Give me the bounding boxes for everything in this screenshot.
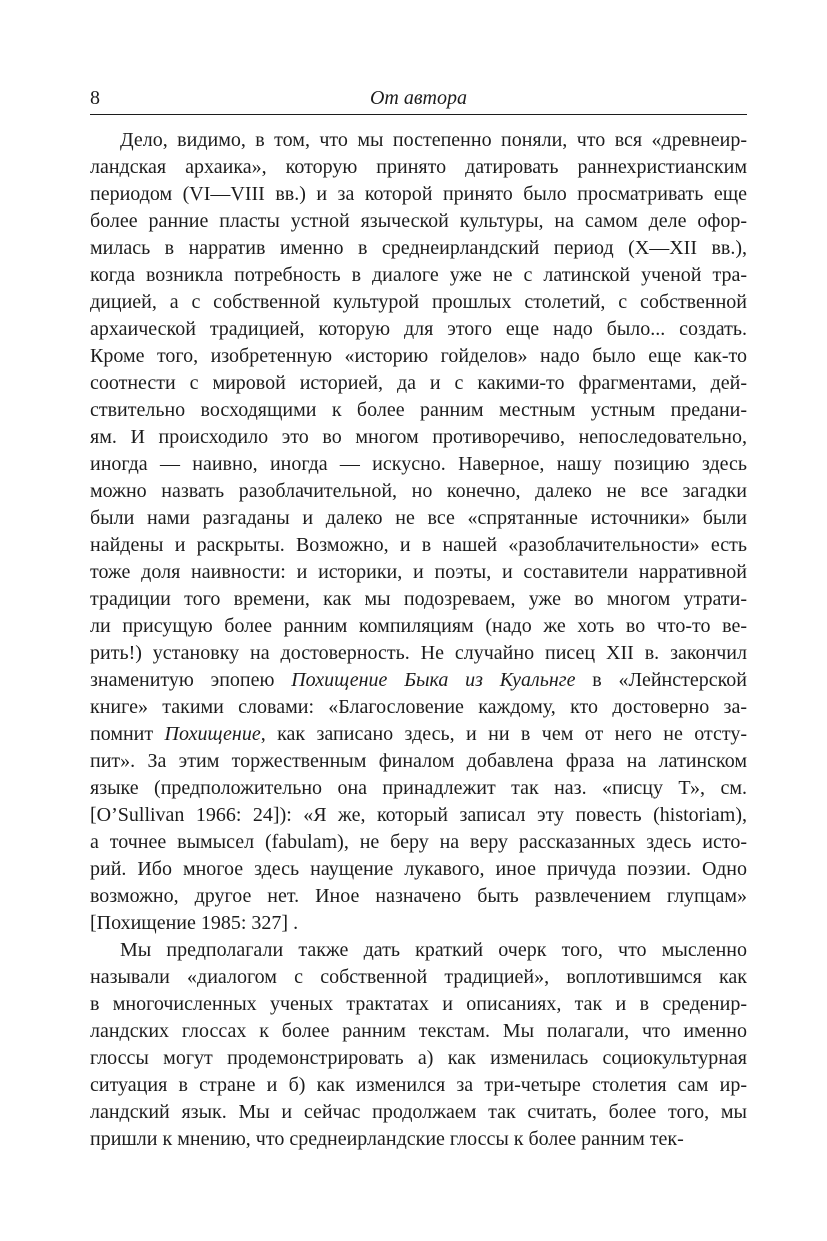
text-line: иногда — наивно, иногда — искусно. Наверное, нашу позицию здесь [90, 453, 747, 475]
text-line: возможно, другое нет. Иное назначено быть развлечением глупцам» [90, 885, 747, 907]
text-line: ям. И происходило это во многом противоречиво, непоследовательно, [90, 426, 747, 448]
text-segment: в «Лейнстерской [575, 669, 747, 691]
text-segment: помнит [90, 723, 165, 745]
text-line: рить!) установку на достоверность. Не случайно писец XII в. закончил [90, 642, 747, 664]
text-line [90, 667, 747, 694]
text-line: языке (предположительно она принадлежит так наз. «писцу Т», см. [90, 777, 747, 799]
text-line: традиции того времени, как мы подозреваем, уже во многом утрати- [90, 588, 747, 610]
header-rule [90, 114, 747, 115]
text-line: были нами разгаданы и далеко не все «спрятанные источники» были [90, 507, 747, 529]
text-line: [O’Sullivan 1966: 24]): «Я же, который записал эту повесть (historiam), [90, 804, 747, 826]
text-line: дицией, а с собственной культурой прошлых столетий, с собственной [90, 291, 747, 313]
paragraph [90, 937, 747, 1153]
text-segment: , как записано здесь, и ни в чем от него не отсту- [260, 723, 748, 745]
italic-title: Похищение Быка из Куальнге [291, 669, 576, 691]
text-line: Дело, видимо, в том, что мы постепенно поняли, что вся «древнеир- [120, 129, 747, 151]
text-line: ландский язык. Мы и сейчас продолжаем так считать, более того, мы [90, 1101, 747, 1123]
text-line: рий. Ибо многое здесь наущение лукавого, иное причуда поэзии. Одно [90, 858, 747, 880]
section-title: От автора [369, 87, 467, 109]
text-line: книге» такими словами: «Благословение каждому, кто достоверно за- [90, 696, 747, 718]
italic-title: Похищение [164, 723, 261, 745]
text-line: тоже доля наивности: и историки, и поэты, и составители нарративной [90, 561, 747, 583]
text-segment: знаменитую эпопею [90, 669, 292, 691]
text-line: а точнее вымысел (fabulam), не беру на веру рассказанных здесь исто- [90, 831, 747, 853]
text-line: ситуация в стране и б) как изменился за три-четыре столетия сам ир- [90, 1074, 747, 1096]
text-line [90, 721, 747, 748]
page-number: 8 [90, 87, 100, 109]
text-line: архаической традицией, которую для этого еще надо было... создать. [90, 318, 747, 340]
text-line: называли «диалогом с собственной традицией», воплотившимся как [90, 966, 747, 988]
text-line: глоссы могут продемонстрировать а) как изменилась социокультурная [90, 1047, 747, 1069]
text-line: Кроме того, изобретенную «историю гойделов» надо было еще как-то [90, 345, 747, 367]
text-line: [Похищение 1985: 327] . [90, 912, 299, 934]
text-line: найдены и раскрыты. Возможно, и в нашей «разоблачительности» есть [90, 534, 747, 556]
running-head [90, 86, 747, 112]
text-line: ландская архаика», которую принято датировать раннехристианским [90, 156, 747, 178]
text-line: милась в нарратив именно в среднеирландский период (X—XII вв.), [90, 237, 747, 259]
text-line: периодом (VI—VIII вв.) и за которой принято было просматривать еще [90, 183, 747, 205]
text-line: более ранние пласты устной языческой культуры, на самом деле офор- [90, 210, 747, 232]
text-line: пришли к мнению, что среднеирландские глоссы к более ранним тек- [90, 1128, 684, 1150]
text-line: Мы предполагали также дать краткий очерк того, что мысленно [120, 939, 747, 961]
body-text [90, 127, 747, 1153]
paragraph [90, 127, 747, 937]
text-line: соотнести с мировой историей, да и с какими-то фрагментами, дей- [90, 372, 747, 394]
text-line: ствительно восходящими к более ранним местным устным предани- [90, 399, 747, 421]
text-line: в многочисленных ученых трактатах и описаниях, так и в средениp- [90, 993, 747, 1015]
text-line: ли присущую более ранним компиляциям (надо же хоть во что-то ве- [90, 615, 747, 637]
text-line: пит». За этим торжественным финалом добавлена фраза на латинском [90, 750, 747, 772]
text-line: ландских глоссах к более ранним текстам. Мы полагали, что именно [90, 1020, 747, 1042]
text-line: когда возникла потребность в диалоге уже не с латинской ученой тра- [90, 264, 747, 286]
text-line: можно назвать разоблачительной, но конечно, далеко не все загадки [90, 480, 747, 502]
